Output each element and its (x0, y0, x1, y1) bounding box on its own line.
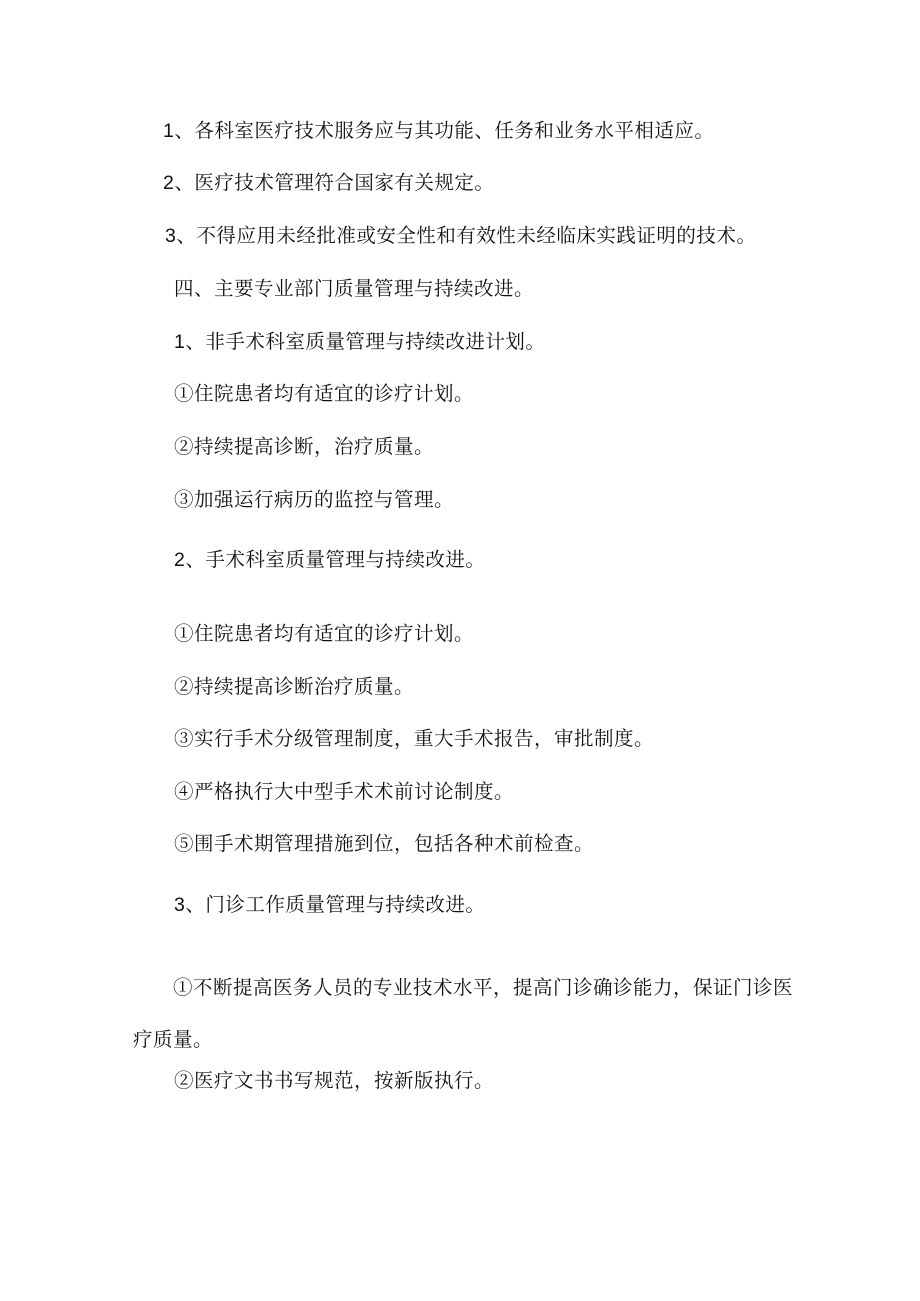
list-item (174, 675, 414, 699)
list-item (174, 622, 474, 646)
section-heading-text: 四、主要专业部门质量管理与持续改进。 (174, 277, 535, 300)
list-item (174, 727, 654, 751)
list-item-wrapped (133, 962, 795, 1066)
list-item-text: ③实行手术分级管理制度，重大手术报告，审批制度。 (174, 727, 655, 750)
section-heading-4 (174, 277, 534, 301)
list-item (174, 832, 594, 856)
list-item-text: ②持续提高诊断治疗质量。 (174, 675, 415, 698)
paragraph-text: 、不得应用未经批准或安全性和有效性未经临床实践证明的技术。 (176, 224, 757, 247)
item-number: 3 (165, 225, 177, 247)
list-item (174, 488, 454, 512)
list-item-text: ②持续提高诊断，治疗质量。 (174, 435, 435, 458)
list-item-text: ①住院患者均有适宜的诊疗计划。 (174, 382, 475, 405)
paragraph-item-2 (163, 171, 494, 195)
subsection-heading-3 (174, 893, 485, 917)
paragraph-item-1 (163, 119, 714, 143)
list-item (174, 780, 514, 804)
subsection-heading-text: 、门诊工作质量管理与持续改进。 (185, 893, 486, 916)
subsection-heading-text: 、非手术科室质量管理与持续改进计划。 (185, 330, 546, 353)
item-number: 3 (174, 894, 186, 916)
paragraph-text: 、医疗技术管理符合国家有关规定。 (174, 171, 495, 194)
list-item-text: ⑤围手术期管理措施到位，包括各种术前检查。 (174, 832, 595, 855)
list-item-text: ③加强运行病历的监控与管理。 (174, 488, 455, 511)
item-number: 2 (163, 172, 175, 194)
subsection-heading-text: 、手术科室质量管理与持续改进。 (185, 548, 486, 571)
list-item-text: ①住院患者均有适宜的诊疗计划。 (174, 622, 475, 645)
item-number: 2 (174, 549, 186, 571)
subsection-heading-2 (174, 548, 485, 572)
list-item-text: ①不断提高医务人员的专业技术水平，提高门诊确诊能力，保证门诊医疗质量。 (133, 976, 794, 1051)
subsection-heading-1 (174, 330, 545, 354)
paragraph-item-3 (165, 224, 756, 248)
item-number: 1 (163, 120, 175, 142)
list-item-text: ④严格执行大中型手术术前讨论制度。 (174, 780, 515, 803)
paragraph-text: 、各科室医疗技术服务应与其功能、任务和业务水平相适应。 (174, 119, 715, 142)
list-item (174, 1069, 494, 1093)
item-number: 1 (174, 331, 186, 353)
list-item-text: ②医疗文书书写规范，按新版执行。 (174, 1069, 495, 1092)
list-item (174, 382, 474, 406)
list-item (174, 435, 434, 459)
